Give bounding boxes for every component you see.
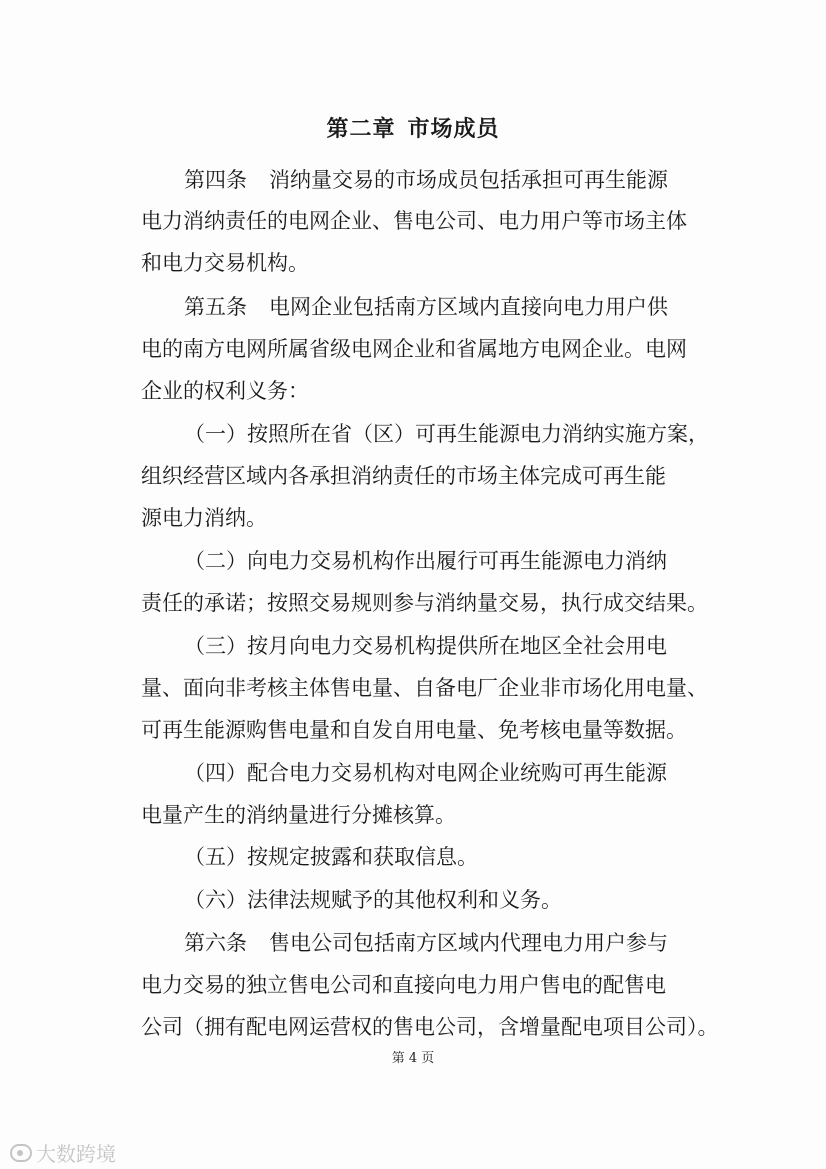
chat-bubble-logo-icon [10,1144,32,1162]
article-5-line-1 [0,293,826,321]
page-number: 第 4 页 [391,1051,435,1066]
article-4-line-2: 电力消纳责任的电网企业、售电公司、电力用户等市场主体 [141,209,687,233]
chapter-number: 第二章 [326,117,396,142]
item-2-line-2: 责任的承诺；按照交易规则参与消纳量交易，执行成交结果。 [141,591,708,615]
article-6-line-2: 电力交易的独立售电公司和直接向电力用户售电的配售电 [141,973,666,997]
article-6-line-1 [0,929,826,957]
article-4-line-3: 和电力交易机构。 [141,251,309,275]
item-1-line-3: 源电力消纳。 [141,506,267,530]
watermark [10,1138,116,1167]
article-number: 第六条 [184,931,247,955]
article-number: 第五条 [184,295,247,319]
item-3-line-3: 可再生能源购售电量和自发自用电量、免考核电量等数据。 [141,718,687,742]
item-1-line-1: （一）按照所在省（区）可再生能源电力消纳实施方案， [184,422,709,446]
item-3-line-1: （三）按月向电力交易机构提供所在地区全社会用电 [184,634,667,658]
item-4-line-2: 电量产生的消纳量进行分摊核算。 [141,803,456,827]
article-6-line-3: 公司（拥有配电网运营权的售电公司，含增量配电项目公司）。 [141,1015,719,1039]
body-text: 消纳量交易的市场成员包括承担可再生能源 [269,168,668,192]
article-number: 第四条 [184,168,247,192]
article-4-line-1 [0,166,826,194]
article-5-line-2: 电的南方电网所属省级电网企业和省属地方电网企业。电网 [141,337,687,361]
chapter-heading [0,112,826,143]
watermark-text: 大数跨境 [36,1142,116,1166]
item-3-line-2: 量、面向非考核主体售电量、自备电厂企业非市场化用电量、 [141,676,708,700]
body-text: 电网企业包括南方区域内直接向电力用户供 [269,295,668,319]
item-5-line-1: （五）按规定披露和获取信息。 [184,845,478,869]
item-1-line-2: 组织经营区域内各承担消纳责任的市场主体完成可再生能 [141,464,666,488]
article-5-line-3: 企业的权利义务： [141,379,309,403]
item-2-line-1: （二）向电力交易机构作出履行可再生能源电力消纳 [184,549,667,573]
body-text: 售电公司包括南方区域内代理电力用户参与 [269,931,668,955]
chapter-title: 市场成员 [407,117,500,142]
item-6-line-1: （六）法律法规赋予的其他权利和义务。 [184,888,562,912]
item-4-line-1: （四）配合电力交易机构对电网企业统购可再生能源 [184,761,667,785]
